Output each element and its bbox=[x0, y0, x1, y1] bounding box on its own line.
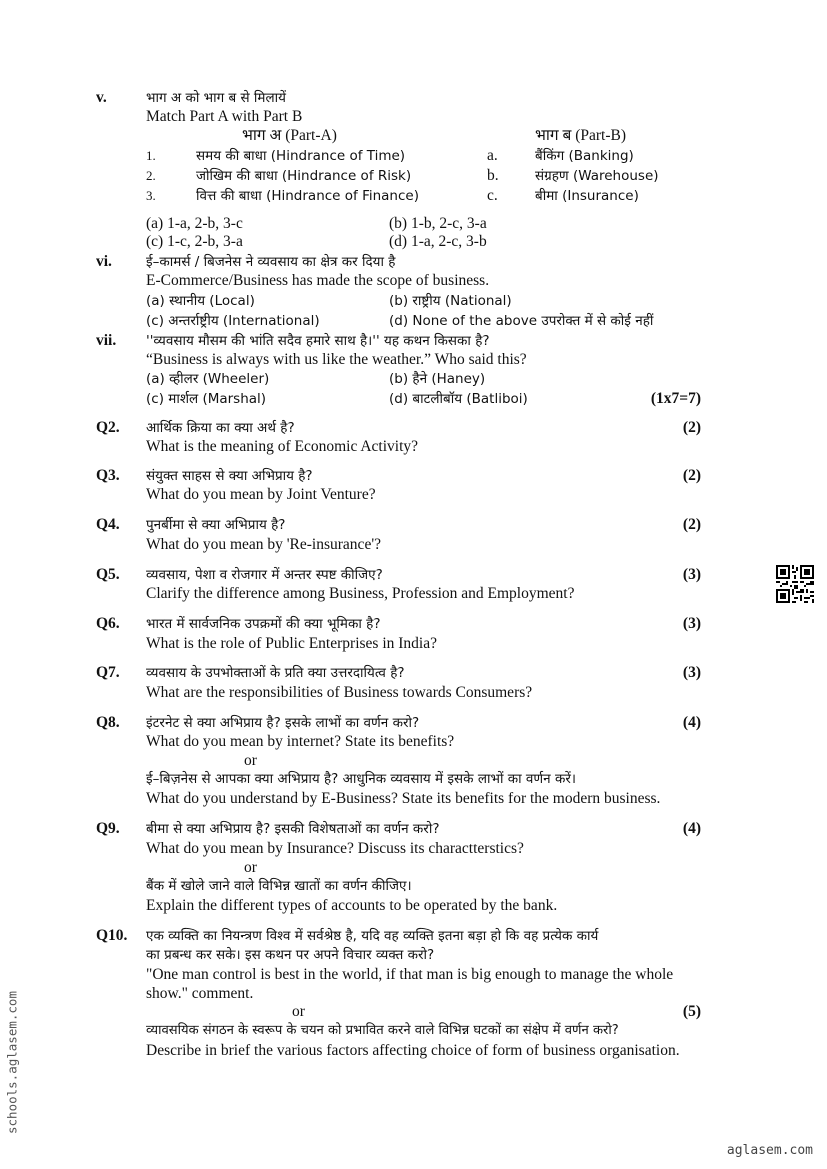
row-part-a: वित्त की बाधा (Hindrance of Finance) bbox=[196, 188, 419, 204]
question-english: What do you mean by internet? State its benefits? bbox=[146, 733, 455, 750]
question-english: show." comment. bbox=[146, 985, 254, 1002]
question-english: What are the responsibilities of Business towards Consumers? bbox=[146, 684, 533, 701]
question-english: "One man control is best in the world, if that man is big enough to manage the whole bbox=[146, 966, 674, 983]
footer-watermark: aglasem.com bbox=[726, 1143, 813, 1158]
marks: (4) bbox=[682, 714, 701, 731]
question-english: What do you mean by Joint Venture? bbox=[146, 486, 376, 503]
row-letter: a. bbox=[487, 147, 498, 164]
alt-question-english: What do you understand by E-Business? State its benefits for the modern business. bbox=[146, 790, 661, 807]
row-part-b: बीमा (Insurance) bbox=[535, 188, 639, 204]
option-a: (a) 1-a, 2-b, 3-c bbox=[146, 215, 243, 232]
row-part-a: समय की बाधा (Hindrance of Time) bbox=[196, 148, 406, 164]
question-number: Q10. bbox=[96, 927, 128, 944]
marks: (1x7=7) bbox=[650, 390, 701, 407]
option-a: (a) व्हीलर (Wheeler) bbox=[146, 371, 270, 387]
part-a-header: भाग अ (Part-A) bbox=[242, 127, 337, 144]
option-c: (c) अन्तर्राष्ट्रीय (International) bbox=[146, 313, 320, 329]
question-hindi: इंटरनेट से क्या अभिप्राय है? इसके लाभों का वर्णन करो? bbox=[146, 715, 420, 731]
option-c: (c) 1-c, 2-b, 3-a bbox=[146, 233, 243, 250]
alt-question-hindi: बैंक में खोले जाने वाले विभिन्न खातों का वर्णन कीजिए। bbox=[146, 878, 412, 894]
marks: (5) bbox=[682, 1003, 701, 1020]
option-a: (a) स्थानीय (Local) bbox=[146, 293, 255, 309]
question-english: What do you mean by Insurance? Discuss its charactterstics? bbox=[146, 840, 524, 857]
marks: (2) bbox=[682, 516, 701, 533]
question-hindi: भाग अ को भाग ब से मिलायें bbox=[146, 90, 286, 106]
marks: (4) bbox=[682, 820, 701, 837]
alt-question-hindi: ई–बिज़नेस से आपका क्या अभिप्राय है? आधुनिक व्यवसाय में इसके लाभों का वर्णन करें। bbox=[146, 771, 576, 787]
question-english: What is the meaning of Economic Activity? bbox=[146, 438, 419, 455]
question-hindi: एक व्यक्ति का नियन्त्रण विश्व में सर्वश्रेष्ठ है, यदि वह व्यक्ति इतना बड़ा हो कि वह प्रत्येक कार्य bbox=[146, 928, 599, 944]
alt-question-english: Explain the different types of accounts to be operated by the bank. bbox=[146, 897, 558, 914]
question-english: What do you mean by 'Re-insurance'? bbox=[146, 536, 381, 553]
option-b: (b) 1-b, 2-c, 3-a bbox=[389, 215, 487, 232]
question-english: What is the role of Public Enterprises in India? bbox=[146, 635, 437, 652]
question-number: Q7. bbox=[96, 664, 120, 681]
question-english: Clarify the difference among Business, Profession and Employment? bbox=[146, 585, 575, 602]
question-number: vii. bbox=[96, 332, 117, 349]
row-part-b: बैंकिंग (Banking) bbox=[535, 148, 634, 164]
marks: (3) bbox=[682, 664, 701, 681]
or-separator: or bbox=[292, 1003, 305, 1020]
marks: (3) bbox=[682, 615, 701, 632]
option-b: (b) हैने (Haney) bbox=[389, 371, 486, 387]
question-hindi: का प्रबन्ध कर सके। इस कथन पर अपने विचार व्यक्त करो? bbox=[146, 947, 435, 963]
row-number: 3. bbox=[146, 188, 156, 203]
marks: (3) bbox=[682, 566, 701, 583]
question-number: v. bbox=[96, 89, 107, 106]
row-letter: c. bbox=[487, 187, 498, 204]
question-hindi: व्यवसाय के उपभोक्ताओं के प्रति क्या उत्तरदायित्व है? bbox=[146, 665, 405, 681]
question-hindi: व्यवसाय, पेशा व रोजगार में अन्तर स्पष्ट कीजिए? bbox=[146, 567, 383, 583]
question-number: Q2. bbox=[96, 419, 120, 436]
question-english: “Business is always with us like the weather.” Who said this? bbox=[146, 351, 527, 368]
question-number: Q9. bbox=[96, 820, 120, 837]
question-hindi: ''व्यवसाय मौसम की भांति सदैव हमारे साथ है।'' यह कथन किसका है? bbox=[146, 333, 490, 349]
question-hindi: भारत में सार्वजनिक उपक्रमों की क्या भूमिका है? bbox=[146, 616, 381, 632]
question-number: Q4. bbox=[96, 516, 120, 533]
question-number: Q8. bbox=[96, 714, 120, 731]
question-hindi: बीमा से क्या अभिप्राय है? इसकी विशेषताओं का वर्णन करो? bbox=[146, 821, 440, 837]
option-b: (b) राष्ट्रीय (National) bbox=[389, 293, 512, 309]
question-english: E-Commerce/Business has made the scope of business. bbox=[146, 272, 490, 289]
question-hindi: आर्थिक क्रिया का क्या अर्थ है? bbox=[146, 420, 295, 436]
question-hindi: संयुक्त साहस से क्या अभिप्राय है? bbox=[146, 468, 313, 484]
row-part-a: जोखिम की बाधा (Hindrance of Risk) bbox=[196, 168, 412, 184]
row-number: 1. bbox=[146, 148, 156, 163]
option-c: (c) मार्शल (Marshal) bbox=[146, 391, 267, 407]
alt-question-english: Describe in brief the various factors affecting choice of form of business organisation. bbox=[146, 1042, 680, 1059]
part-b-header: भाग ब (Part-B) bbox=[535, 127, 627, 144]
row-number: 2. bbox=[146, 168, 156, 183]
qr-code-icon bbox=[776, 565, 814, 603]
alt-question-hindi: व्यावसयिक संगठन के स्वरूप के चयन को प्रभावित करने वाले विभिन्न घटकों का संक्षेप में वर्णन करो? bbox=[146, 1023, 619, 1038]
marks: (2) bbox=[682, 467, 701, 484]
question-number: Q6. bbox=[96, 615, 120, 632]
row-part-b: संग्रहण (Warehouse) bbox=[535, 168, 659, 184]
question-hindi: ई–कामर्स / बिजनेस ने व्यवसाय का क्षेत्र कर दिया है bbox=[146, 254, 396, 270]
or-separator: or bbox=[244, 859, 257, 876]
question-number: Q3. bbox=[96, 467, 120, 484]
row-letter: b. bbox=[487, 167, 499, 184]
option-d: (d) 1-a, 2-c, 3-b bbox=[389, 233, 487, 250]
or-separator: or bbox=[244, 752, 257, 769]
question-number: vi. bbox=[96, 253, 112, 270]
marks: (2) bbox=[682, 419, 701, 436]
option-d: (d) बाटलीबॉय (Batliboi) bbox=[389, 391, 528, 407]
question-english: Match Part A with Part B bbox=[146, 108, 303, 125]
question-hindi: पुनर्बीमा से क्या अभिप्राय है? bbox=[146, 517, 286, 533]
question-number: Q5. bbox=[96, 566, 120, 583]
option-d: (d) None of the above उपरोक्त में से कोई नहीं bbox=[389, 313, 654, 329]
side-watermark: schools.aglasem.com bbox=[4, 991, 20, 1134]
